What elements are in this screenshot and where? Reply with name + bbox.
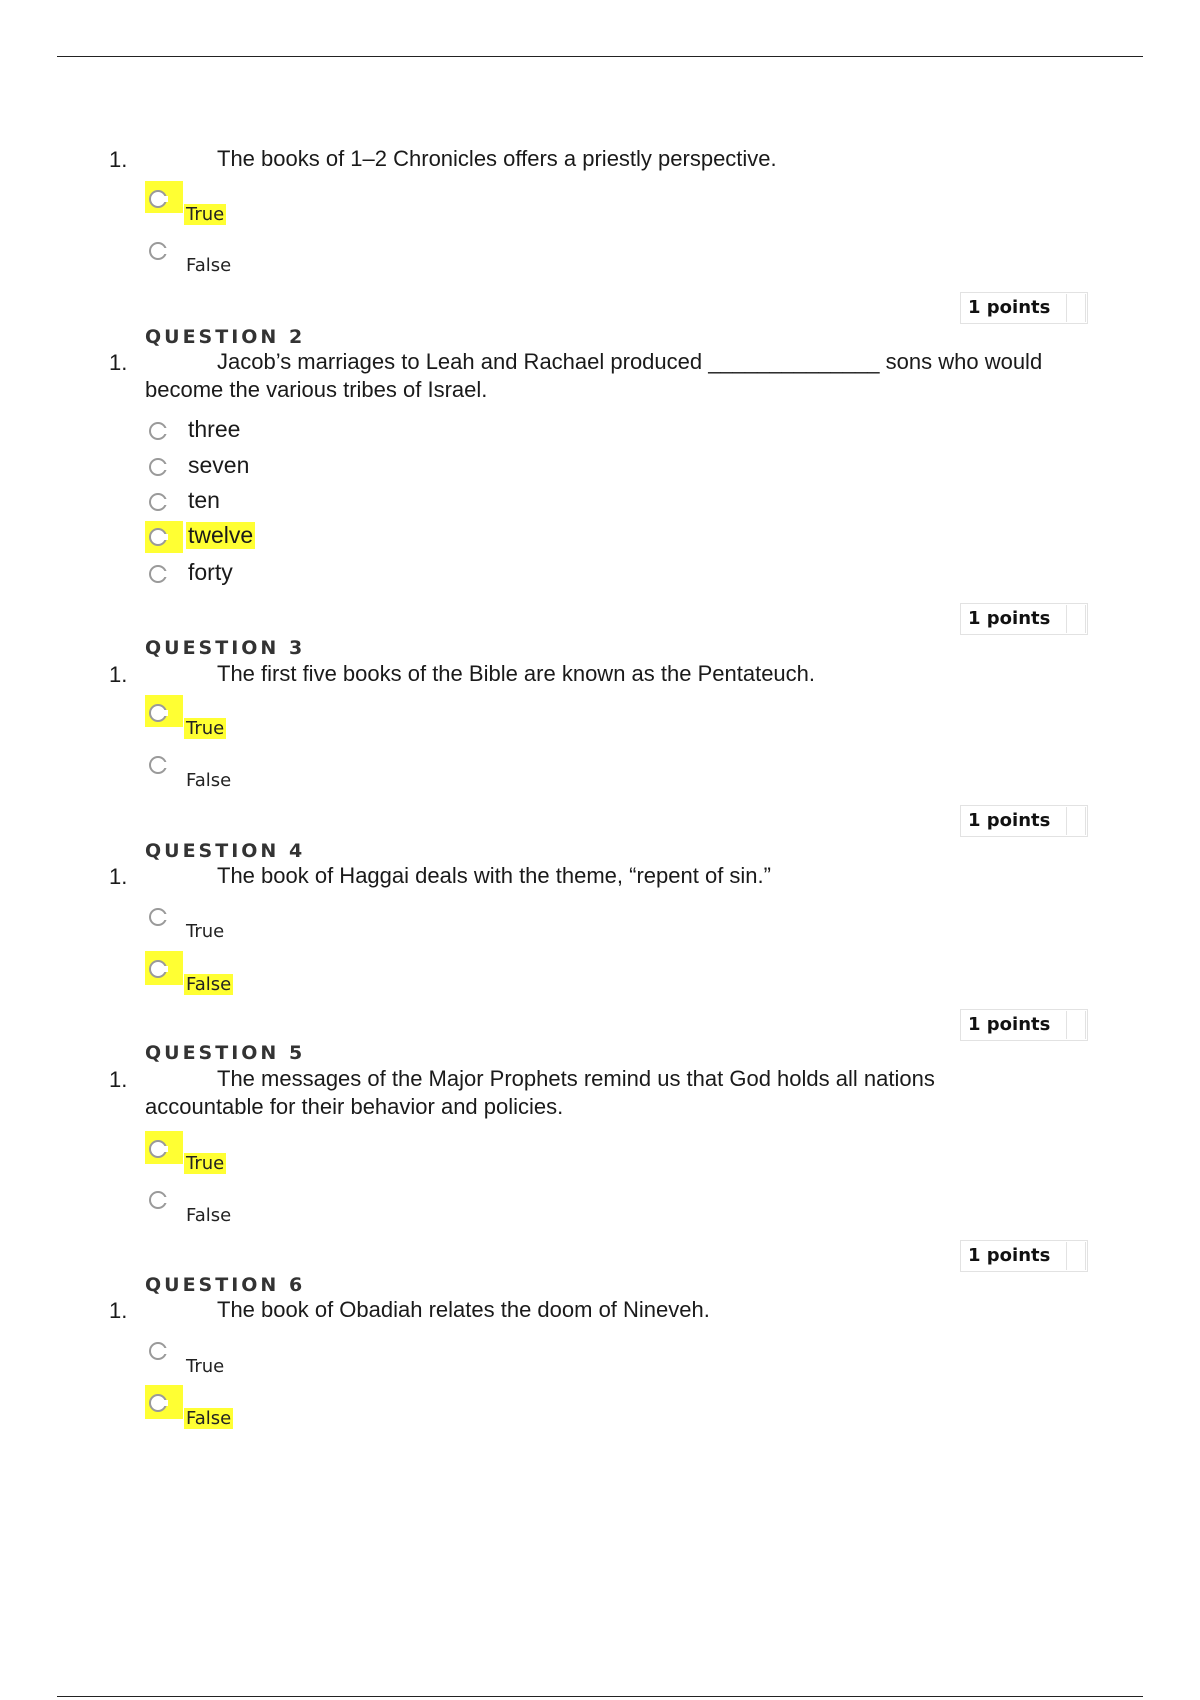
question-number: 1. bbox=[109, 1298, 128, 1323]
question-heading: QUESTION 2 bbox=[145, 326, 306, 348]
top-rule bbox=[57, 56, 1143, 57]
option-true[interactable]: True bbox=[186, 204, 225, 225]
points-badge bbox=[960, 603, 1088, 635]
option-true[interactable]: True bbox=[186, 1356, 225, 1377]
question-heading: QUESTION 4 bbox=[145, 840, 306, 862]
question-number: 1. bbox=[109, 662, 128, 687]
points-label: 1 points bbox=[968, 297, 1051, 318]
radio-seven[interactable] bbox=[149, 458, 167, 476]
radio-false[interactable] bbox=[149, 1394, 167, 1412]
option-seven[interactable]: seven bbox=[188, 452, 250, 478]
question-text: The first five books of the Bible are known as the Pentateuch. bbox=[217, 661, 816, 686]
points-label: 1 points bbox=[968, 1245, 1051, 1266]
radio-false[interactable] bbox=[149, 960, 167, 978]
points-badge bbox=[960, 1240, 1088, 1272]
option-three[interactable]: three bbox=[188, 416, 241, 442]
question-heading: QUESTION 6 bbox=[145, 1274, 306, 1296]
option-forty[interactable]: forty bbox=[188, 559, 233, 585]
points-badge bbox=[960, 805, 1088, 837]
question-text: The books of 1–2 Chronicles offers a priestly perspective. bbox=[217, 146, 777, 171]
radio-false[interactable] bbox=[149, 242, 167, 260]
points-input-box bbox=[1066, 605, 1086, 633]
radio-forty[interactable] bbox=[149, 565, 167, 583]
radio-true[interactable] bbox=[149, 190, 167, 208]
radio-true[interactable] bbox=[149, 704, 167, 722]
question-number: 1. bbox=[109, 350, 128, 375]
option-false[interactable]: False bbox=[186, 1408, 232, 1429]
option-true[interactable]: True bbox=[186, 921, 225, 942]
option-false[interactable]: False bbox=[186, 770, 232, 791]
question-text: Jacob’s marriages to Leah and Rachael produced ______________ sons who would become the various tribes of Israel. bbox=[145, 349, 1043, 402]
radio-ten[interactable] bbox=[149, 493, 167, 511]
question-number: 1. bbox=[109, 1067, 128, 1092]
radio-true[interactable] bbox=[149, 908, 167, 926]
question-text: The book of Haggai deals with the theme, “repent of sin.” bbox=[217, 863, 771, 888]
points-badge bbox=[960, 1009, 1088, 1041]
question-number: 1. bbox=[109, 864, 128, 889]
question-heading: QUESTION 3 bbox=[145, 637, 306, 659]
option-ten[interactable]: ten bbox=[188, 487, 220, 513]
question-text: The book of Obadiah relates the doom of Nineveh. bbox=[217, 1297, 710, 1322]
points-input-box bbox=[1066, 1011, 1086, 1039]
radio-true[interactable] bbox=[149, 1342, 167, 1360]
option-true[interactable]: True bbox=[186, 1153, 225, 1174]
option-false[interactable]: False bbox=[186, 255, 232, 276]
points-label: 1 points bbox=[968, 810, 1051, 831]
radio-false[interactable] bbox=[149, 756, 167, 774]
points-label: 1 points bbox=[968, 1014, 1051, 1035]
question-text: The messages of the Major Prophets remind us that God holds all nations accountable for their behavior and policies. bbox=[145, 1066, 935, 1119]
option-false[interactable]: False bbox=[186, 1205, 232, 1226]
radio-false[interactable] bbox=[149, 1191, 167, 1209]
points-label: 1 points bbox=[968, 608, 1051, 629]
bottom-rule bbox=[57, 1696, 1143, 1697]
option-false[interactable]: False bbox=[186, 974, 232, 995]
option-true[interactable]: True bbox=[186, 718, 225, 739]
question-heading: QUESTION 5 bbox=[145, 1042, 306, 1064]
radio-twelve[interactable] bbox=[149, 528, 167, 546]
radio-three[interactable] bbox=[149, 422, 167, 440]
option-twelve[interactable]: twelve bbox=[188, 522, 254, 548]
points-input-box bbox=[1066, 294, 1086, 322]
points-input-box bbox=[1066, 1242, 1086, 1270]
points-badge bbox=[960, 292, 1088, 324]
points-input-box bbox=[1066, 807, 1086, 835]
question-number: 1. bbox=[109, 147, 128, 172]
radio-true[interactable] bbox=[149, 1140, 167, 1158]
